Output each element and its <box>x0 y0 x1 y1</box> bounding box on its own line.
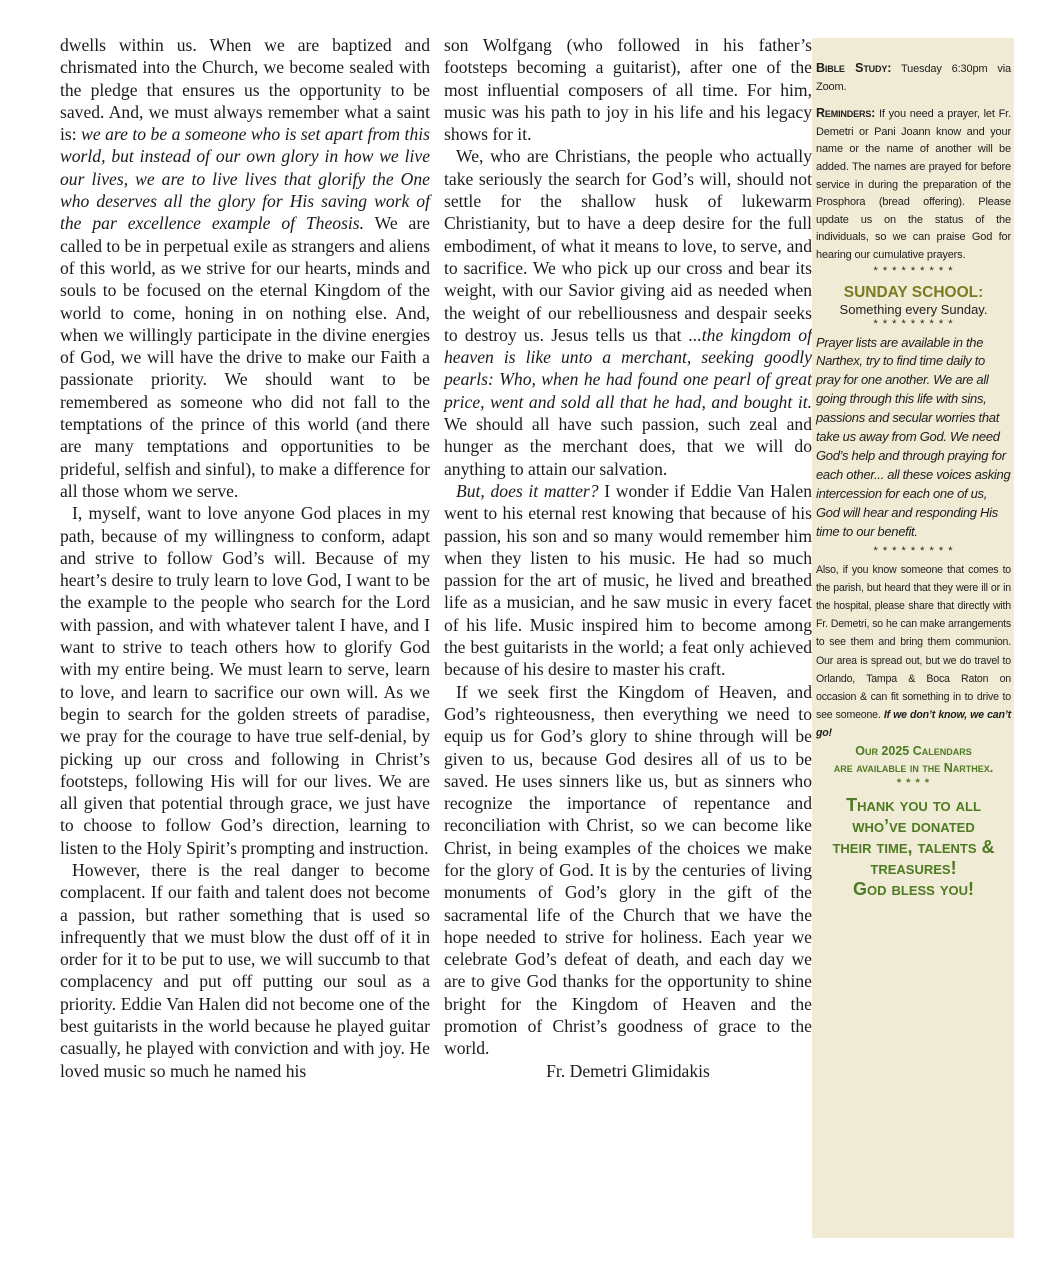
author-signature: Fr. Demetri Glimidakis <box>546 1060 710 1081</box>
calendar-notice-line2: are available in the Narthex. <box>833 760 994 775</box>
paragraph: But, does it matter? I wonder if Eddie Van Halen went to his eternal rest knowing that because of his passion, his son and so many would remember him when they listen to his music. He had so much passion for the art of music, he lived and breathed life as a musician, and he saw music in every facet of his life. Music inspired him to become among the best guitarists in the world; a feat only achieved because of his desire to master his craft. <box>444 480 812 680</box>
bible-study-notice: Bible Study: Tuesday 6:30pm via Zoom. <box>816 61 1012 93</box>
sunday-school-subtitle: Something every Sunday. <box>839 301 988 317</box>
prayer-list-notice: Prayer lists are available in the Narthex, try to find time daily to pray for one another. We are all going through this life with sins, passions and secular worries that take us away from God. We need God’s help and through praying for each other... all these voices asking intercession for each one of us, God will hear and responding His time to our benefit. <box>816 334 1011 539</box>
paragraph: We, who are Christians, the people who actually take seriously the search for God’s will, should not settle for the shallow husk of lukewarm Christianity, but to have a deep desire for the full embodiment, of what it means to love, to serve, and to sacrifice. We who pick up our cross and bear its weight, with our Savior giving aid as needed when the weight of our rebelliousness and despair seeks to destroy us. Jesus tells us that ...the kingdom of heaven is like unto a merchant, seeking goodly pearls: Who, when he had found one pearl of great price, went and sold all that he had, and bought it. We should all have such passion, such zeal and hunger as the merchant does, that we will do anything to attain our salvation. <box>444 146 812 479</box>
star-divider: * * * * * * * * * <box>873 317 954 330</box>
paragraph: son Wolfgang (who followed in his father’s footsteps becoming a guitarist), after one of the most influential composers of all time. For him, music was his path to joy in his life and his legacy shows for it. <box>444 35 812 145</box>
article-column-right <box>444 34 812 1082</box>
paragraph: However, there is the real danger to become complacent. If our faith and talent does not become a passion, but rather something that is used so infrequently that we must blow the dust off of it in order for it to be put to use, we will succumb to that complacency and put off putting our soul as a priority. Eddie Van Halen did not become one of the best guitarists in the world because he played guitar casually, he played with conviction and with joy. He loved music so much he named his <box>60 859 430 1081</box>
paragraph: I, myself, want to love anyone God places in my path, because of my willingness to conform, adapt and strive to follow God’s will. Because of my heart’s desire to truly learn to love God, I want to be the example to the people who search for the Lord with passion, and with whatever talent I have, and I want to strive to teach others how to glorify God with my entire being. We must learn to serve, learn to love, and learn to sacrifice our own will. As we begin to search for the golden streets of paradise, we pray for the courage to have true self-denial, by picking up our cross and following in Christ’s footsteps, following His will for our lives. We are all given that potential through grace, we just have to choose to follow God’s direction, learning to listen to the Holy Spirit’s prompting and instruction. <box>60 503 430 858</box>
star-divider: * * * * * * * * * <box>873 264 954 277</box>
reminders-notice: Reminders: If you need a prayer, let Fr. Demetri or Pani Joann know and your name or the name of another will be added. The names are prayed for before service in during the preparation of the Prosphora (bread offering). Please update us on the status of the individuals, so we can praise God for hearing our cumulative prayers. <box>816 106 1011 261</box>
star-divider: * * * * * * * * * <box>873 544 954 557</box>
announcements-sidebar <box>812 38 1014 1238</box>
sunday-school-heading: SUNDAY SCHOOL: <box>843 283 984 301</box>
calendar-notice-line1: Our 2025 Calendars <box>855 743 972 758</box>
star-divider: * * * * <box>896 776 931 789</box>
thank-you-message: Thank you to all who’ve donated their time, talents & treasures! God bless you! <box>832 794 995 899</box>
paragraph: dwells within us. When we are baptized and chrismated into the Church, we become sealed with the pledge that ensures us the opportunity to be saved. And, we must always remember what a saint is: we are to be a someone who is set apart from this world, but instead of our own glory in how we live our lives, we are to live lives that glorify the One who deserves all the glory for His saving work of the par excellence example of Theosis. We are called to be in perpetual exile as strangers and aliens of this world, as we strive for our hearts, minds and souls to be focused on the eternal Kingdom of the world to come, honing in on nothing else. And, when we willingly participate in the divine energies of God, we will have the drive to make our Faith a passionate priority. We should want to be remembered as someone who did not fall to the temptations of the prince of this world (and there are many temptations and opportunities to be prideful, selfish and sinful), to make a difference for all those whom we serve. <box>60 35 430 501</box>
visitation-notice: Also, if you know someone that comes to the parish, but heard that they were ill or in the hospital, please share that directly with Fr. Demetri, so he can make arrangements to see them and bring them communion. Our area is spread out, but we do travel to Orlando, Tampa & Boca Raton on occasion & can fit something in to drive to see someone. If we don’t know, we can’t go! <box>816 563 1012 740</box>
paragraph: If we seek first the Kingdom of Heaven, and God’s righteousness, then everything we need to equip us for God’s glory to shine through will be given to us, because God desires all of us to be saved. He uses sinners like us, but as sinners who recognize the importance of repentance and reconciliation with Christ, so we can become like Christ, in being examples of the choices we make for the glory of God. It is by the centuries of living monuments of God’s glory in the gift of the sacramental life of the Church that we have the hope needed to strive for holiness. Each year we celebrate God’s defeat of death, and each day we are to give God thanks for the opportunity to shine bright for the Kingdom of Heaven and the promotion of Christ’s goodness of grace to the world. <box>444 681 812 1059</box>
article-column-left <box>60 34 430 1082</box>
